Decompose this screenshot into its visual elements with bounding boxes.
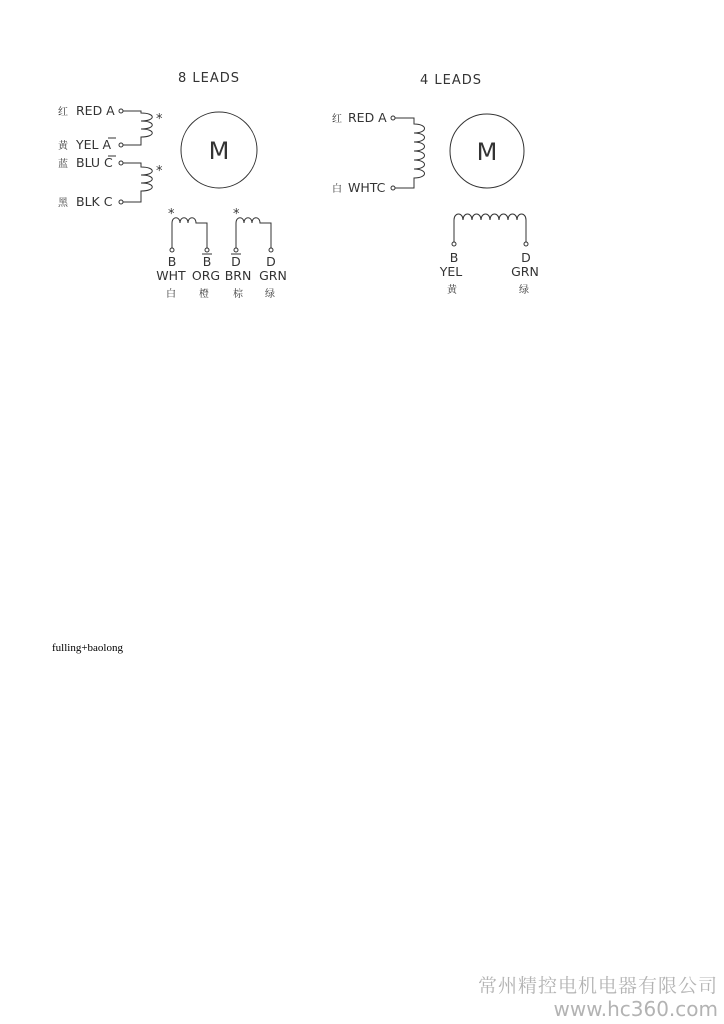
terminal-d-brn [234, 248, 238, 252]
panel-4-leads [332, 73, 539, 296]
lead-cn-yellow: 黄 [58, 141, 68, 152]
winding-bd-coil [454, 214, 526, 242]
color-label-org: ORG [191, 268, 221, 283]
color-label-yel-4: YEL [439, 264, 463, 279]
polarity-mark-b: * [168, 207, 175, 222]
color-label-grn: GRN [259, 268, 287, 283]
terminal-b-org [205, 248, 209, 252]
footnote-text: fulling+baolong [52, 642, 123, 654]
phase-label-b-4: B [449, 250, 459, 265]
color-label-grn-4: GRN [511, 264, 539, 279]
phase-label-b: B [167, 254, 177, 269]
lead-label-blk-c: BLK C [76, 194, 113, 209]
lead-cn-red: 红 [58, 107, 68, 118]
cn-label-brown: 棕 [233, 289, 243, 300]
lead-label-blu-c: BLU C [76, 155, 113, 170]
phase-label-d-bar: D [231, 254, 241, 269]
winding-b-coil [172, 218, 207, 248]
winding-a-coil [123, 111, 152, 145]
color-label-wht: WHT [156, 268, 186, 283]
cn-label-orange: 橙 [199, 289, 209, 300]
panel-title-8-leads: 8 LEADS [178, 71, 241, 86]
terminal-blu-c [119, 161, 123, 165]
polarity-mark-a: * [156, 112, 163, 127]
motor-symbol-4-leads: M [476, 138, 498, 166]
terminal-red-a-4 [391, 116, 395, 120]
cn-label-yellow-4: 黄 [447, 285, 457, 296]
panel-title-4-leads: 4 LEADS [420, 73, 483, 88]
lead-cn-white-4: 白 [332, 184, 342, 195]
terminal-b-wht [170, 248, 174, 252]
terminal-blk-c [119, 200, 123, 204]
phase-label-d: D [266, 254, 276, 269]
watermark-url: www.hc360.com [553, 996, 718, 1021]
polarity-mark-c: * [156, 164, 163, 179]
lead-cn-red-4: 红 [332, 114, 342, 125]
lead-label-yel-a: YEL A [76, 137, 112, 152]
lead-cn-blue: 蓝 [58, 159, 68, 170]
watermark-company: 常州精控电机电器有限公司 [477, 975, 718, 998]
terminal-red-a [119, 109, 123, 113]
terminal-yel-a [119, 143, 123, 147]
cn-label-green: 绿 [265, 289, 275, 300]
lead-label-whtc-4: WHTC [348, 180, 386, 195]
winding-c-coil [123, 163, 152, 202]
phase-label-d-4: D [521, 250, 531, 265]
winding-d-coil [236, 218, 271, 248]
motor-symbol-8-leads: M [208, 137, 230, 165]
terminal-d-grn-4 [524, 242, 528, 246]
terminal-d-grn [269, 248, 273, 252]
panel-8-leads [58, 71, 287, 300]
polarity-mark-d: * [233, 207, 240, 222]
lead-cn-black: 黑 [58, 198, 68, 209]
lead-label-red-a: RED A [76, 103, 115, 118]
lead-label-red-a-4: RED A [348, 110, 387, 125]
terminal-b-yel-4 [452, 242, 456, 246]
phase-label-b-bar: B [202, 254, 212, 269]
cn-label-white: 白 [166, 289, 176, 300]
watermark [478, 976, 718, 1020]
winding-ac-coil [395, 118, 425, 188]
cn-label-green-4: 绿 [519, 285, 529, 296]
color-label-brn: BRN [224, 268, 252, 283]
terminal-whtc-4 [391, 186, 395, 190]
